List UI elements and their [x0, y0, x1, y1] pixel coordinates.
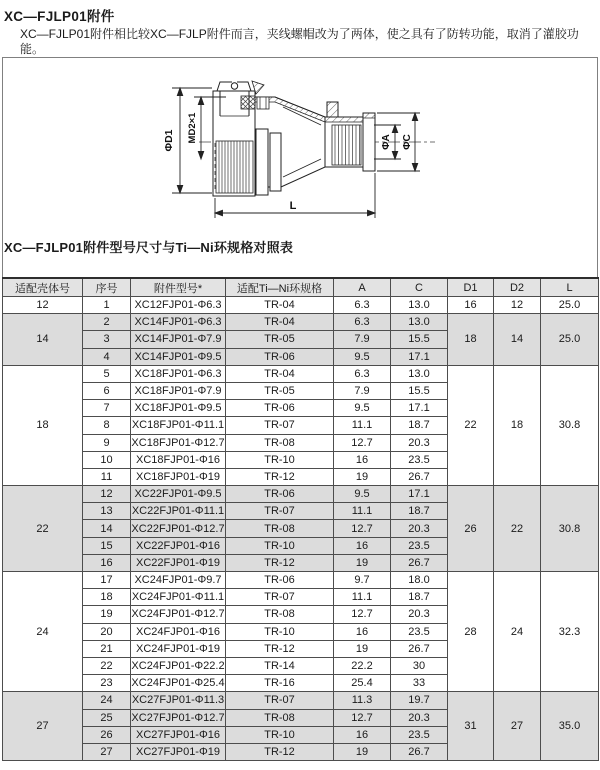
dim-a-cell: 11.3: [334, 692, 391, 709]
dim-a-cell: 12.7: [334, 606, 391, 623]
seq-cell: 23: [83, 675, 131, 692]
dim-c-cell: 17.1: [391, 486, 448, 503]
dim-a-cell: 9.5: [334, 348, 391, 365]
ring-cell: TR-05: [226, 382, 334, 399]
dim-c-cell: 33: [391, 675, 448, 692]
model-cell: XC14FJP01-Φ6.3: [131, 314, 226, 331]
ring-cell: TR-16: [226, 675, 334, 692]
seq-cell: 19: [83, 606, 131, 623]
dim-a-cell: 22.2: [334, 657, 391, 674]
dim-c-cell: 26.7: [391, 640, 448, 657]
page-title: XC—FJLP01附件: [4, 9, 115, 24]
dim-l-cell: 35.0: [541, 692, 599, 761]
ring-cell: TR-08: [226, 709, 334, 726]
seq-cell: 26: [83, 726, 131, 743]
seq-cell: 7: [83, 400, 131, 417]
dim-a-cell: 12.7: [334, 709, 391, 726]
table-row: [3, 297, 599, 314]
dim-a-cell: 12.7: [334, 520, 391, 537]
model-cell: XC24FJP01-Φ12.7: [131, 606, 226, 623]
dim-a-cell: 6.3: [334, 365, 391, 382]
dim-d1-cell: 28: [448, 572, 494, 692]
seq-cell: 25: [83, 709, 131, 726]
seq-cell: 20: [83, 623, 131, 640]
dim-a-cell: 11.1: [334, 503, 391, 520]
seq-cell: 22: [83, 657, 131, 674]
dim-c-cell: 18.7: [391, 589, 448, 606]
shell-cell: 12: [3, 297, 83, 314]
model-cell: XC18FJP01-Φ9.5: [131, 400, 226, 417]
ring-cell: TR-08: [226, 520, 334, 537]
shell-cell: 27: [3, 692, 83, 761]
dim-c-cell: 26.7: [391, 554, 448, 571]
model-cell: XC27FJP01-Φ12.7: [131, 709, 226, 726]
seq-cell: 24: [83, 692, 131, 709]
dim-d1-cell: 16: [448, 297, 494, 314]
table-title: XC—FJLP01附件型号尺寸与Ti—Ni环规格对照表: [4, 240, 294, 255]
dim-a-cell: 7.9: [334, 382, 391, 399]
ring-cell: TR-10: [226, 451, 334, 468]
ring-cell: TR-06: [226, 486, 334, 503]
dim-d1-cell: 31: [448, 692, 494, 761]
dim-a-cell: 19: [334, 554, 391, 571]
dim-a-cell: 16: [334, 451, 391, 468]
ring-cell: TR-08: [226, 434, 334, 451]
seq-cell: 1: [83, 297, 131, 314]
seq-cell: 27: [83, 743, 131, 760]
dim-c-cell: 20.3: [391, 709, 448, 726]
seq-cell: 9: [83, 434, 131, 451]
dim-a-cell: 11.1: [334, 589, 391, 606]
ring-cell: TR-08: [226, 606, 334, 623]
seq-cell: 8: [83, 417, 131, 434]
dim-label-phi-a: ΦA: [381, 134, 392, 150]
ring-cell: TR-04: [226, 314, 334, 331]
model-cell: XC14FJP01-Φ7.9: [131, 331, 226, 348]
dim-a-cell: 19: [334, 468, 391, 485]
dim-c-cell: 19.7: [391, 692, 448, 709]
dim-a-cell: 19: [334, 743, 391, 760]
model-cell: XC22FJP01-Φ16: [131, 537, 226, 554]
model-cell: XC22FJP01-Φ11.1: [131, 503, 226, 520]
dim-d2-cell: 27: [494, 692, 541, 761]
model-cell: XC18FJP01-Φ19: [131, 468, 226, 485]
ring-cell: TR-04: [226, 297, 334, 314]
ring-cell: TR-04: [226, 365, 334, 382]
seq-cell: 16: [83, 554, 131, 571]
ring-cell: TR-12: [226, 743, 334, 760]
dim-c-cell: 20.3: [391, 520, 448, 537]
dim-a-cell: 11.1: [334, 417, 391, 434]
dim-d1-cell: 26: [448, 486, 494, 572]
table-row: [3, 314, 599, 331]
seq-cell: 10: [83, 451, 131, 468]
dim-c-cell: 17.1: [391, 400, 448, 417]
dim-a-cell: 12.7: [334, 434, 391, 451]
dim-d2-cell: 24: [494, 572, 541, 692]
model-cell: XC14FJP01-Φ9.5: [131, 348, 226, 365]
dim-l-cell: 25.0: [541, 297, 599, 314]
seq-cell: 18: [83, 589, 131, 606]
intro-text: XC—FJLP01附件相比较XC—FJLP附件而言，夹线螺帽改为了两体，使之具有了防转功能，取消了灌胶功能。: [20, 27, 579, 56]
dim-c-cell: 18.7: [391, 503, 448, 520]
dim-c-cell: 18.0: [391, 572, 448, 589]
dim-l-cell: 25.0: [541, 314, 599, 366]
seq-cell: 21: [83, 640, 131, 657]
shell-cell: 22: [3, 486, 83, 572]
dim-d2-cell: 12: [494, 297, 541, 314]
dim-a-cell: 16: [334, 726, 391, 743]
model-cell: XC22FJP01-Φ9.5: [131, 486, 226, 503]
ring-cell: TR-07: [226, 417, 334, 434]
ring-cell: TR-05: [226, 331, 334, 348]
shell-cell: 24: [3, 572, 83, 692]
model-cell: XC24FJP01-Φ11.1: [131, 589, 226, 606]
dim-d2-cell: 22: [494, 486, 541, 572]
model-cell: XC18FJP01-Φ6.3: [131, 365, 226, 382]
dim-d2-cell: 18: [494, 365, 541, 485]
dim-a-cell: 6.3: [334, 297, 391, 314]
dim-c-cell: 26.7: [391, 743, 448, 760]
model-cell: XC18FJP01-Φ11.1: [131, 417, 226, 434]
dim-c-cell: 23.5: [391, 623, 448, 640]
model-cell: XC24FJP01-Φ25.4: [131, 675, 226, 692]
seq-cell: 17: [83, 572, 131, 589]
dim-a-cell: 16: [334, 537, 391, 554]
dim-a-cell: 25.4: [334, 675, 391, 692]
ring-cell: TR-10: [226, 726, 334, 743]
dim-label-phi-d1: ΦD1: [163, 129, 175, 152]
shell-cell: 18: [3, 365, 83, 485]
dim-c-cell: 23.5: [391, 451, 448, 468]
dim-l-cell: 32.3: [541, 572, 599, 692]
header-cell: A: [334, 278, 391, 297]
seq-cell: 5: [83, 365, 131, 382]
seq-cell: 13: [83, 503, 131, 520]
dim-a-cell: 16: [334, 623, 391, 640]
seq-cell: 2: [83, 314, 131, 331]
model-cell: XC24FJP01-Φ19: [131, 640, 226, 657]
dim-c-cell: 30: [391, 657, 448, 674]
dim-c-cell: 23.5: [391, 537, 448, 554]
dim-c-cell: 13.0: [391, 297, 448, 314]
seq-cell: 12: [83, 486, 131, 503]
dim-l-cell: 30.8: [541, 486, 599, 572]
dim-c-cell: 17.1: [391, 348, 448, 365]
ring-cell: TR-10: [226, 623, 334, 640]
seq-cell: 14: [83, 520, 131, 537]
header-cell: 适配Ti—Ni环规格: [226, 278, 334, 297]
dim-a-cell: 7.9: [334, 331, 391, 348]
model-cell: XC24FJP01-Φ22.2: [131, 657, 226, 674]
figure-panel: [2, 57, 598, 277]
header-cell: C: [391, 278, 448, 297]
ring-cell: TR-14: [226, 657, 334, 674]
dim-a-cell: 19: [334, 640, 391, 657]
table-row: [3, 692, 599, 709]
dim-label-phi-c: ΦC: [402, 134, 413, 150]
model-cell: XC27FJP01-Φ19: [131, 743, 226, 760]
table-row: [3, 365, 599, 382]
header-cell: D1: [448, 278, 494, 297]
model-cell: XC12FJP01-Φ6.3: [131, 297, 226, 314]
ring-cell: TR-12: [226, 554, 334, 571]
spec-table: [2, 277, 599, 761]
dim-d1-cell: 22: [448, 365, 494, 485]
header-cell: 适配壳体号: [3, 278, 83, 297]
header-row: [3, 278, 599, 297]
table-row: [3, 486, 599, 503]
dim-a-cell: 9.5: [334, 400, 391, 417]
seq-cell: 6: [83, 382, 131, 399]
model-cell: XC18FJP01-Φ12.7: [131, 434, 226, 451]
dim-c-cell: 23.5: [391, 726, 448, 743]
ring-cell: TR-12: [226, 640, 334, 657]
dim-l-cell: 30.8: [541, 365, 599, 485]
dim-c-cell: 18.7: [391, 417, 448, 434]
table-row: [3, 572, 599, 589]
ring-cell: TR-07: [226, 692, 334, 709]
model-cell: XC18FJP01-Φ7.9: [131, 382, 226, 399]
spec-table-body: [3, 297, 599, 761]
model-cell: XC24FJP01-Φ9.7: [131, 572, 226, 589]
model-cell: XC27FJP01-Φ16: [131, 726, 226, 743]
dim-d2-cell: 14: [494, 314, 541, 366]
header-cell: L: [541, 278, 599, 297]
header-cell: 附件型号*: [131, 278, 226, 297]
seq-cell: 15: [83, 537, 131, 554]
model-cell: XC18FJP01-Φ16: [131, 451, 226, 468]
ring-cell: TR-06: [226, 572, 334, 589]
model-cell: XC22FJP01-Φ12.7: [131, 520, 226, 537]
seq-cell: 3: [83, 331, 131, 348]
model-cell: XC24FJP01-Φ16: [131, 623, 226, 640]
ring-cell: TR-12: [226, 468, 334, 485]
dim-label-l: L: [289, 200, 297, 212]
ring-cell: TR-06: [226, 348, 334, 365]
dim-c-cell: 13.0: [391, 365, 448, 382]
dim-label-md2: MD2×1: [187, 112, 198, 144]
dim-c-cell: 15.5: [391, 382, 448, 399]
ring-cell: TR-06: [226, 400, 334, 417]
connector-drawing: [3, 69, 599, 265]
ring-cell: TR-07: [226, 589, 334, 606]
seq-cell: 4: [83, 348, 131, 365]
dim-c-cell: 20.3: [391, 434, 448, 451]
dim-c-cell: 26.7: [391, 468, 448, 485]
model-cell: XC22FJP01-Φ19: [131, 554, 226, 571]
dim-c-cell: 20.3: [391, 606, 448, 623]
seq-cell: 11: [83, 468, 131, 485]
header-cell: D2: [494, 278, 541, 297]
dim-a-cell: 6.3: [334, 314, 391, 331]
dim-a-cell: 9.7: [334, 572, 391, 589]
dim-c-cell: 13.0: [391, 314, 448, 331]
shell-cell: 14: [3, 314, 83, 366]
ring-cell: TR-10: [226, 537, 334, 554]
ring-cell: TR-07: [226, 503, 334, 520]
dim-d1-cell: 18: [448, 314, 494, 366]
dim-c-cell: 15.5: [391, 331, 448, 348]
model-cell: XC27FJP01-Φ11.3: [131, 692, 226, 709]
header-cell: 序号: [83, 278, 131, 297]
dim-a-cell: 9.5: [334, 486, 391, 503]
